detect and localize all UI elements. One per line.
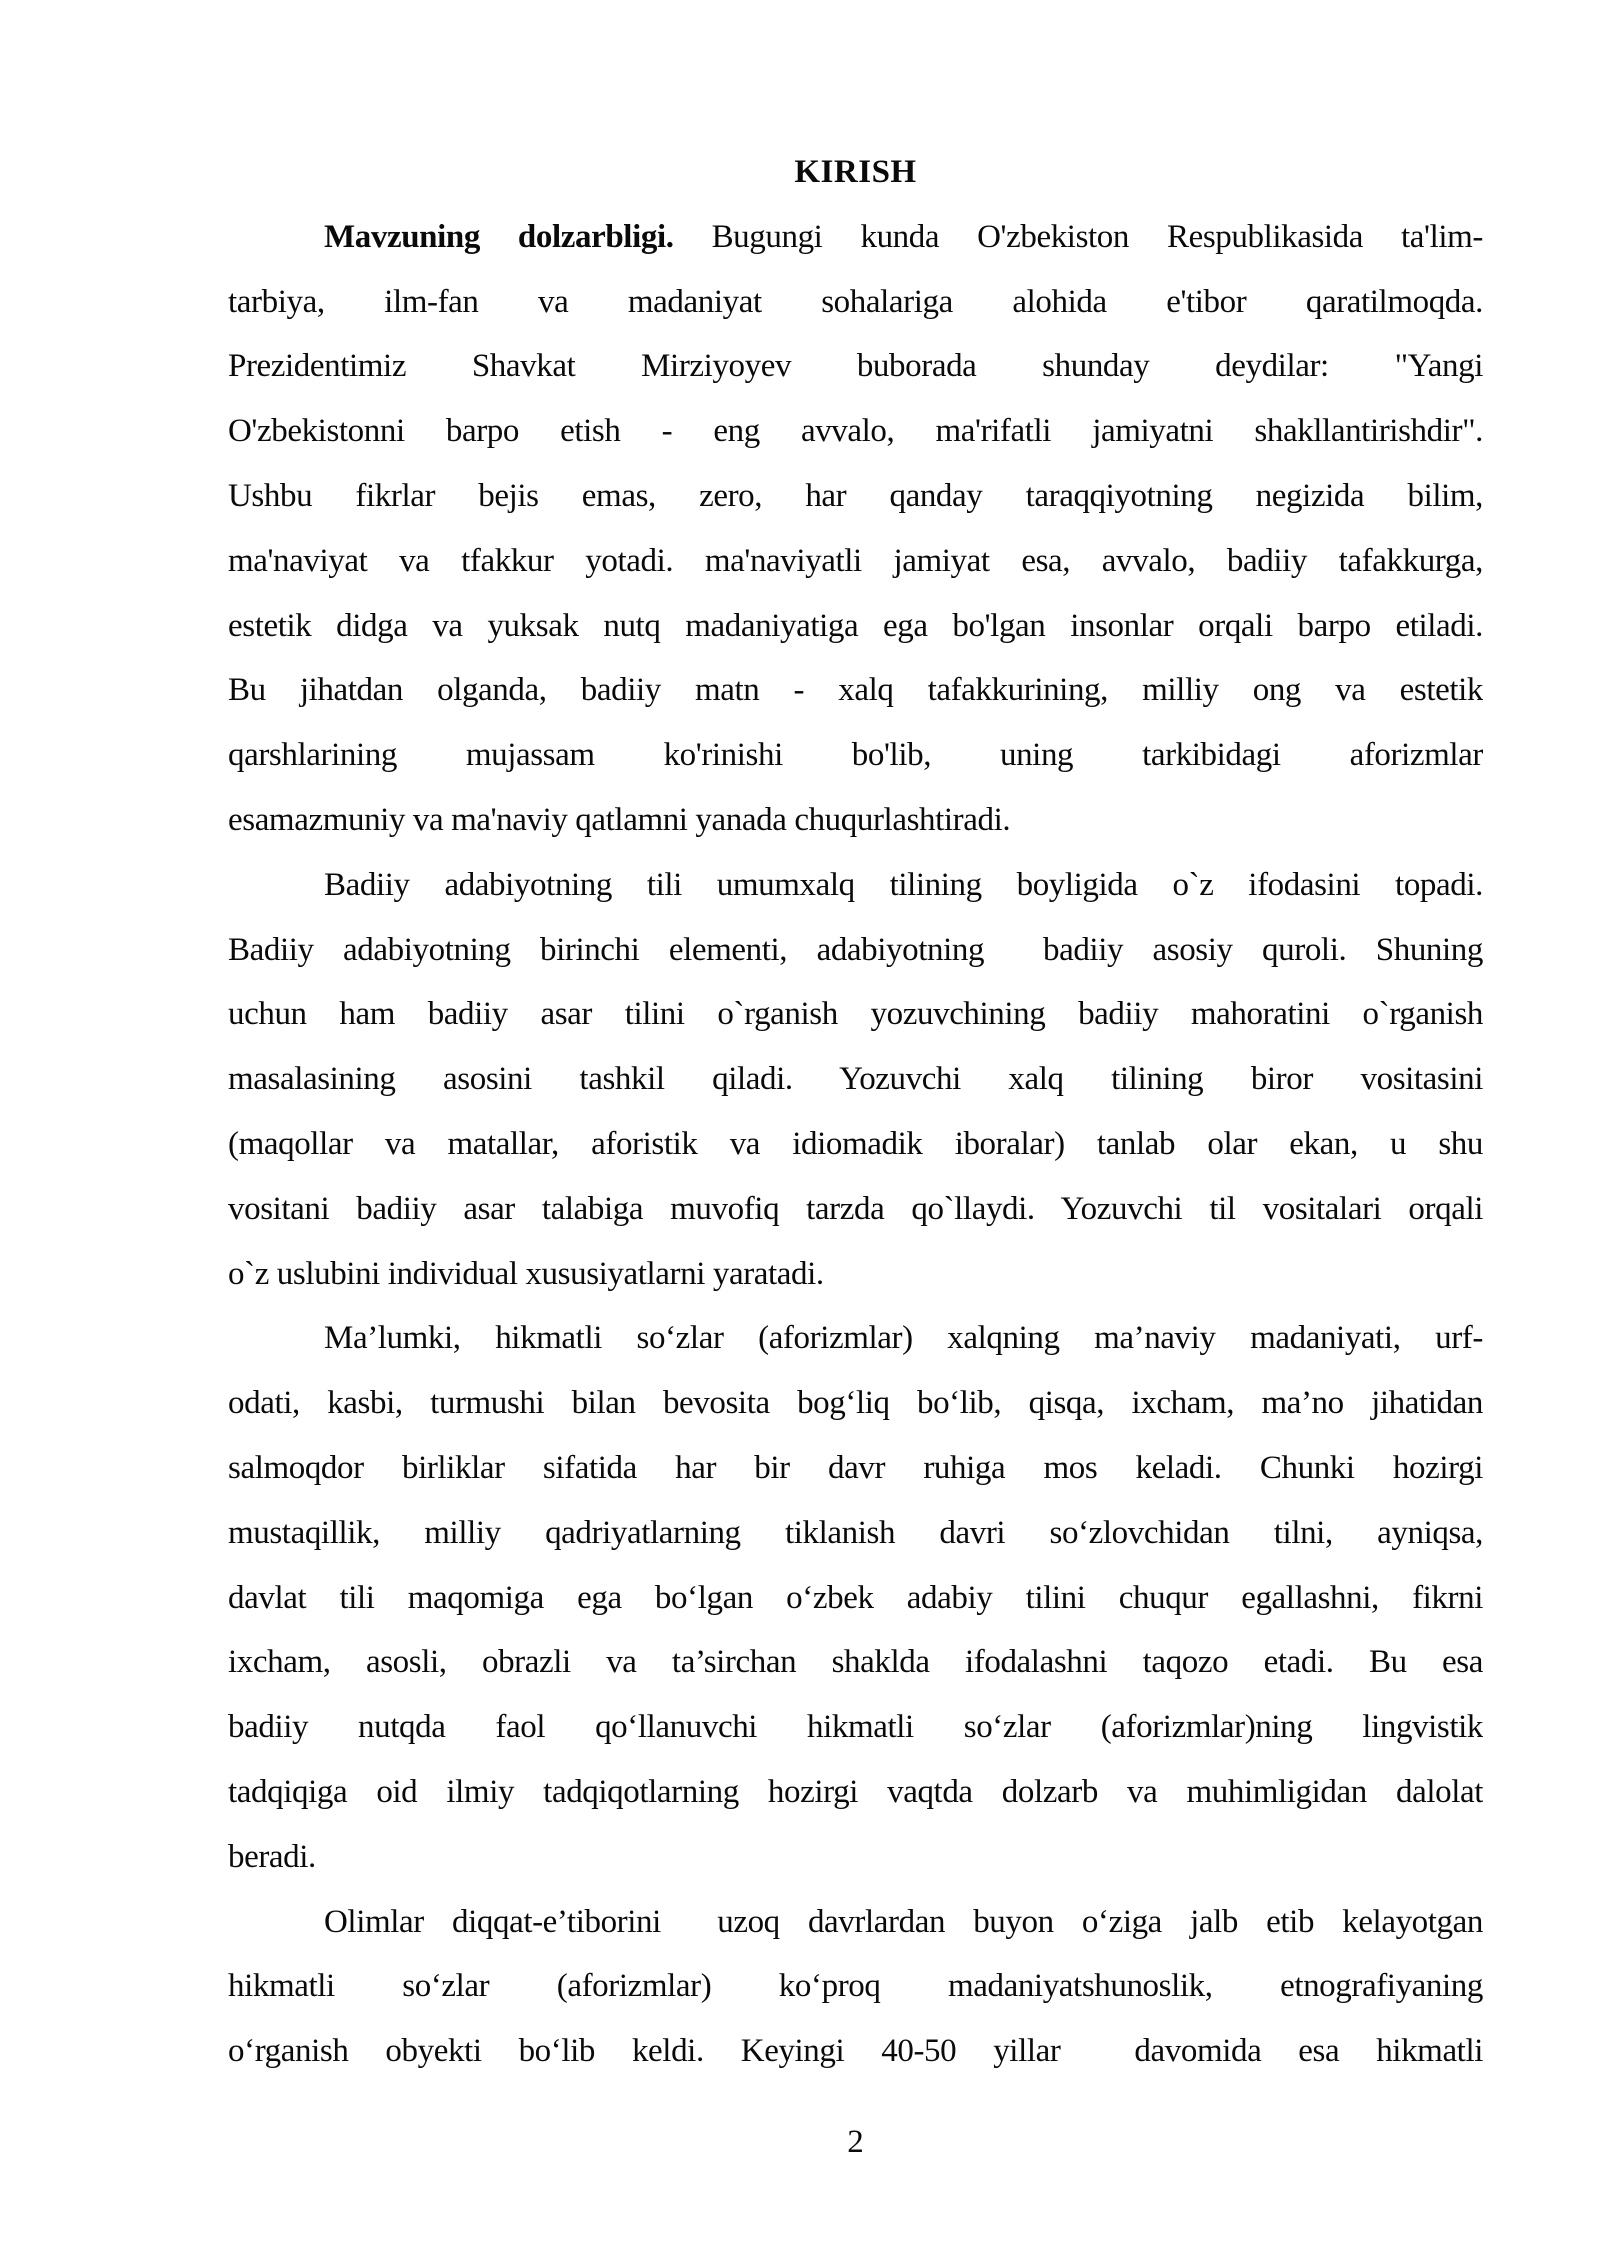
- paragraph: [228, 1890, 1483, 2084]
- text-line: badiiy nutqda faol qo‘llanuvchi hikmatli so‘zlar (aforizmlar)ning lingvistik: [228, 1709, 1483, 1746]
- text-line: Ushbu fikrlar bejis emas, zero, har qanday taraqqiyotning negizida bilim,: [228, 477, 1483, 514]
- paragraph: [228, 205, 1483, 853]
- document-content: [228, 140, 1483, 2084]
- text-line: tadqiqiga oid ilmiy tadqiqotlarning hozirgi vaqtda dolzarb va muhimligidan dalolat: [228, 1773, 1483, 1810]
- page-number: 2: [847, 2124, 864, 2160]
- text-line: Bu jihatdan olganda, badiiy matn - xalq tafakkurining, milliy ong va estetik: [228, 672, 1483, 709]
- paragraph: [228, 853, 1483, 1307]
- text-line: [228, 205, 1483, 270]
- text-line: uchun ham badiiy asar tilini o`rganish yozuvchining badiiy mahoratini o`rganish: [228, 996, 1483, 1033]
- text-line: beradi.: [228, 1838, 316, 1875]
- text-line: ma'naviyat va tfakkur yotadi. ma'naviyatli jamiyat esa, avvalo, badiiy tafakkurga,: [228, 542, 1483, 579]
- text-line: Prezidentimiz Shavkat Mirziyoyev buborada shunday deydilar: "Yangi: [228, 348, 1483, 385]
- text-line: mustaqillik, milliy qadriyatlarning tiklanish davri so‘zlovchidan tilni, ayniqsa,: [228, 1514, 1483, 1551]
- bold-lead: Mavzuning dolzarbligi.: [324, 218, 674, 255]
- text-line: Badiiy adabiyotning birinchi elementi, adabiyotning badiiy asosiy quroli. Shuning: [228, 931, 1483, 968]
- paragraph: [228, 1306, 1483, 1889]
- text-line: esamazmuniy va ma'naviy qatlamni yanada chuqurlashtiradi.: [228, 801, 1011, 838]
- text-line: Olimlar diqqat-e’tiborini uzoq davrlardan buyon o‘ziga jalb etib kelayotgan: [324, 1903, 1483, 1940]
- text-line: (maqollar va matallar, aforistik va idiomadik iboralar) tanlab olar ekan, u shu: [228, 1125, 1483, 1162]
- text-line: Ma’lumki, hikmatli so‘zlar (aforizmlar) xalqning ma’naviy madaniyati, urf-: [324, 1320, 1483, 1357]
- text-line: O'zbekistonni barpo etish - eng avvalo, ma'rifatli jamiyatni shakllantirishdir".: [228, 413, 1483, 450]
- text-line: hikmatli so‘zlar (aforizmlar) ko‘proq madaniyatshunoslik, etnografiyaning: [228, 1968, 1483, 2005]
- text-line: estetik didga va yuksak nutq madaniyatiga ega bo'lgan insonlar orqali barpo etiladi.: [228, 607, 1483, 644]
- text-line: qarshlarining mujassam ko'rinishi bo'lib, uning tarkibidagi aforizmlar: [228, 737, 1483, 774]
- text-line: tarbiya, ilm-fan va madaniyat sohalariga alohida e'tibor qaratilmoqda.: [228, 283, 1483, 320]
- text-line: o`z uslubini individual xususiyatlarni yaratadi.: [228, 1255, 824, 1292]
- text-line: vositani badiiy asar talabiga muvofiq tarzda qo`llaydi. Yozuvchi til vositalari orqali: [228, 1190, 1483, 1227]
- document-body: [228, 205, 1483, 2084]
- text-line: odati, kasbi, turmushi bilan bevosita bog‘liq bo‘lib, qisqa, ixcham, ma’no jihatidan: [228, 1385, 1483, 1422]
- text-line: ixcham, asosli, obrazli va ta’sirchan shaklda ifodalashni taqozo etadi. Bu esa: [228, 1644, 1483, 1681]
- text-line: davlat tili maqomiga ega bo‘lgan o‘zbek adabiy tilini chuqur egallashni, fikrni: [228, 1579, 1483, 1616]
- text-line: Badiiy adabiyotning tili umumxalq tilining boyligida o`z ifodasini topadi.: [324, 866, 1483, 903]
- page-title: KIRISH: [794, 154, 917, 190]
- text-line: o‘rganish obyekti bo‘lib keldi. Keyingi 40-50 yillar davomida esa hikmatli: [228, 2033, 1483, 2070]
- text-line: salmoqdor birliklar sifatida har bir davr ruhiga mos keladi. Chunki hozirgi: [228, 1449, 1483, 1486]
- text-line: masalasining asosini tashkil qiladi. Yozuvchi xalq tilining biror vositasini: [228, 1061, 1483, 1098]
- line-text: Bugungi kunda O'zbekiston Respublikasida ta'lim-: [673, 218, 1483, 255]
